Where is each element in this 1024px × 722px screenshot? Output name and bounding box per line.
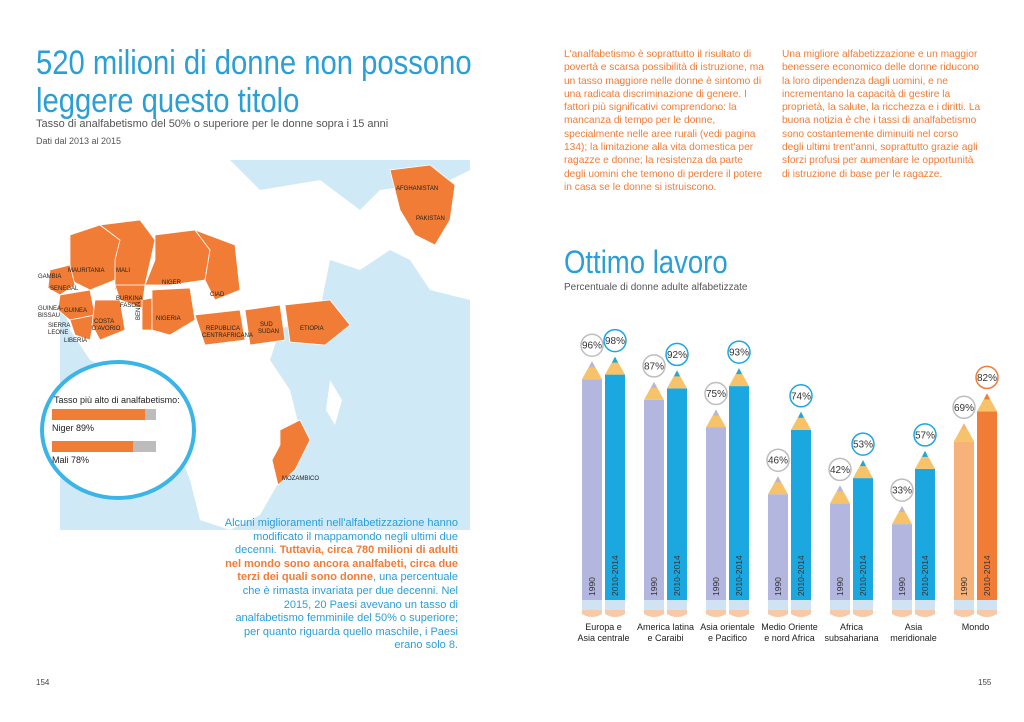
category-label: e nord Africa: [764, 633, 815, 643]
pencil-eraser: [915, 610, 935, 617]
pencil-lead: [651, 382, 657, 388]
pencil-ferrule: [892, 600, 912, 610]
svg-text:BISSAU: BISSAU: [38, 313, 61, 319]
map-subtitle: Tasso di analfabetismo del 50% o superiore per le donne sopra i 15 anni: [36, 118, 389, 130]
pencil-eraser: [706, 610, 726, 617]
pencil-lead: [961, 423, 967, 429]
category-label: e Pacifico: [707, 633, 748, 643]
svg-text:ETIOPIA: ETIOPIA: [300, 326, 324, 332]
bar-0-2: [706, 428, 726, 601]
svg-text:SUDAN: SUDAN: [258, 329, 280, 335]
value-label: 87%: [643, 361, 665, 373]
mali-bar: [52, 441, 156, 452]
pencil-eraser: [791, 610, 811, 617]
value-label: 92%: [666, 349, 688, 361]
pencil-lead: [837, 485, 843, 491]
niger-label: Niger 89%: [52, 423, 95, 433]
svg-text:LEONE: LEONE: [48, 330, 69, 336]
svg-text:MOZAMBICO: MOZAMBICO: [282, 476, 319, 482]
value-label: 57%: [914, 430, 936, 442]
svg-text:BENIN: BENIN: [136, 301, 142, 320]
pencil-eraser: [729, 610, 749, 617]
pencil-ferrule: [954, 600, 974, 610]
pencil-lead: [589, 361, 595, 367]
category-label: Asia orientale: [700, 622, 755, 632]
pencil-ferrule: [729, 600, 749, 610]
pencil-lead: [798, 412, 804, 418]
svg-text:NIGERIA: NIGERIA: [156, 316, 181, 322]
year-label: 2010-2014: [858, 555, 868, 596]
category-label: Mondo: [961, 622, 990, 632]
pencil-ferrule: [644, 600, 664, 610]
pencil-lead: [674, 370, 680, 376]
mali-label: Mali 78%: [52, 455, 90, 465]
value-label: 74%: [790, 391, 812, 403]
pencil-lead: [736, 368, 742, 374]
pencil-eraser: [892, 610, 912, 617]
year-label: 2010-2014: [982, 555, 992, 596]
category-label: Medio Oriente: [761, 622, 818, 632]
value-label: 46%: [767, 455, 789, 467]
pencil-lead: [713, 410, 719, 416]
year-label: 1990: [649, 577, 659, 596]
svg-text:SUD: SUD: [260, 322, 273, 328]
year-label: 1990: [587, 577, 597, 596]
svg-text:GAMBIA: GAMBIA: [38, 274, 62, 280]
category-label: subsahariana: [824, 633, 879, 643]
mali-bar-fill: [52, 441, 133, 452]
pencil-lead: [612, 357, 618, 363]
value-label: 33%: [891, 485, 913, 497]
pencil-ferrule: [791, 600, 811, 610]
svg-text:SENEGAL: SENEGAL: [50, 286, 79, 292]
niger-bar-fill: [52, 409, 145, 420]
pencil-ferrule: [915, 600, 935, 610]
pencil-ferrule: [768, 600, 788, 610]
year-label: 2010-2014: [734, 555, 744, 596]
text-column-2: Una migliore alfabetizzazione e un maggior benessere economico delle donne riducono la loro dipendenza dagli uomini, e ne incrementano la capacità di gestire la proprietà, la salute, la ricchezza e i diritti. La buona notizia è che i tassi di analfabetismo sono costantemente diminuiti nel corso degli ultimi trent'anni, soprattutto grazie agli sforzi profusi per aumentare le opportunità di istruzione di base per le ragazze.: [782, 49, 981, 180]
pencil-ferrule: [830, 600, 850, 610]
pencil-ferrule: [582, 600, 602, 610]
category-label: Europa e: [585, 622, 622, 632]
pencil-eraser: [582, 610, 602, 617]
category-label: meridionale: [890, 633, 937, 643]
year-label: 1990: [959, 577, 969, 596]
niger-bar: [52, 409, 156, 420]
pencil-eraser: [768, 610, 788, 617]
svg-text:LIBERIA: LIBERIA: [64, 338, 88, 344]
svg-text:REPUBLICA: REPUBLICA: [206, 326, 241, 332]
bar-0-0: [582, 379, 602, 600]
pencil-ferrule: [667, 600, 687, 610]
literacy-pencil-chart: [560, 300, 1000, 650]
pencil-lead: [984, 393, 990, 399]
page-title: 520 milioni di donne non possono leggere questo titolo: [36, 44, 472, 120]
pencil-eraser: [644, 610, 664, 617]
pencil-eraser: [853, 610, 873, 617]
page-number-left: 154: [36, 678, 50, 687]
pencil-eraser: [830, 610, 850, 617]
value-label: 93%: [728, 347, 750, 359]
pencil-ferrule: [706, 600, 726, 610]
data-dates: Dati dal 2013 al 2015: [36, 136, 122, 146]
year-label: 1990: [897, 577, 907, 596]
svg-text:NIGER: NIGER: [162, 280, 182, 286]
category-label: Asia: [904, 622, 923, 632]
year-label: 2010-2014: [796, 555, 806, 596]
pencil-eraser: [977, 610, 997, 617]
svg-text:MAURITANIA: MAURITANIA: [68, 268, 105, 274]
pencil-lead: [860, 460, 866, 466]
bar-0-1: [644, 400, 664, 600]
pencil-lead: [899, 506, 905, 512]
bar-0-6: [954, 441, 974, 600]
map-benin: [142, 298, 152, 330]
inset-title: Tasso più alto di analfabetismo:: [54, 395, 180, 405]
value-label: 69%: [953, 402, 975, 414]
svg-text:AFGHANISTAN: AFGHANISTAN: [396, 186, 439, 192]
svg-text:D'AVORIO: D'AVORIO: [92, 326, 121, 332]
svg-text:PAKISTAN: PAKISTAN: [416, 216, 445, 222]
year-label: 2010-2014: [920, 555, 930, 596]
value-label: 75%: [705, 389, 727, 400]
category-label: e Caraibi: [647, 633, 684, 643]
pencil-eraser: [605, 610, 625, 617]
page-number-right: 155: [978, 678, 992, 687]
text-column-1: L'analfabetismo è soprattutto il risultato di povertà e scarsa possibilità di istruzione, ma un tasso maggiore nelle donne è sintomo di una radicata discriminazione di genere. I fattori più significativi comprendono: la mancanza di tempo per le donne, specialmente nelle aree rurali (vedi pagina 134); la limitazione alla vita domestica per ragazze e donne; la resistenza da parte degli uomini che temono di perdere il potere in casa se le donne si istruiscono.: [564, 49, 764, 193]
svg-text:GUINEA-: GUINEA-: [38, 306, 64, 312]
pencil-lead: [775, 476, 781, 482]
year-label: 1990: [773, 577, 783, 596]
svg-text:COSTA: COSTA: [94, 319, 115, 325]
map-niger: [145, 230, 210, 285]
svg-text:GUINEA: GUINEA: [64, 308, 88, 314]
svg-text:FASO: FASO: [120, 303, 137, 309]
chart-title: Ottimo lavoro: [564, 244, 728, 280]
svg-text:CIAD: CIAD: [210, 292, 225, 298]
svg-text:SIERRA: SIERRA: [48, 323, 71, 329]
year-label: 2010-2014: [672, 555, 682, 596]
pencil-ferrule: [853, 600, 873, 610]
svg-text:BURKINA: BURKINA: [116, 296, 143, 302]
svg-text:MALI: MALI: [116, 268, 131, 274]
category-label: America latina: [636, 622, 695, 632]
svg-text:CENTRAFRICANA: CENTRAFRICANA: [202, 333, 254, 339]
pencil-eraser: [954, 610, 974, 617]
category-label: Africa: [839, 622, 864, 632]
chart-subtitle: Percentuale di donne adulte alfabetizzate: [564, 282, 748, 293]
year-label: 1990: [711, 577, 721, 596]
category-label: Asia centrale: [577, 633, 630, 643]
pencil-ferrule: [605, 600, 625, 610]
value-label: 96%: [581, 340, 603, 352]
pencil-lead: [922, 451, 928, 457]
value-label: 98%: [604, 336, 626, 348]
year-label: 1990: [835, 577, 845, 596]
left-paragraph: Alcuni miglioramenti nell'alfabetizzazione hanno modificato il mappamondo negli ultimi due decenni. Tuttavia, circa 780 milioni di adulti nel mondo sono ancora analfabeti, circa due terzi dei quali sono donne, una percentuale che è rimasta invariata per due decenni. Nel 2015, 20 Paesi avevano un tasso di analfabetismo femminile del 50% o superiore; per quanto riguarda quello maschile, i Paesi erano solo 8.: [224, 517, 458, 652]
pencil-ferrule: [977, 600, 997, 610]
value-label: 53%: [852, 439, 874, 451]
pencil-eraser: [667, 610, 687, 617]
value-label: 42%: [829, 464, 851, 476]
value-label: 82%: [976, 372, 998, 384]
year-label: 2010-2014: [610, 555, 620, 596]
